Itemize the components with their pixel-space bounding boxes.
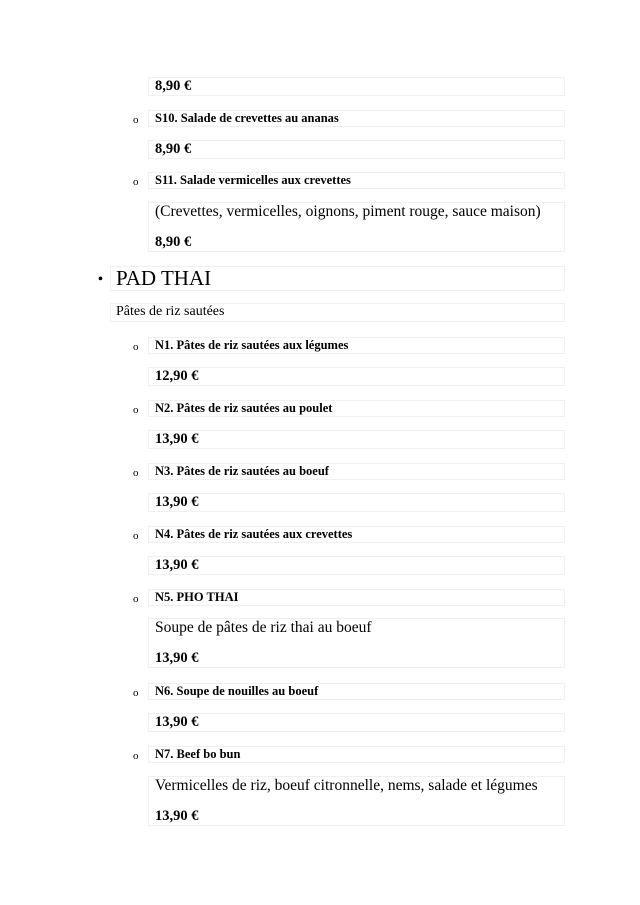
item-price: 13,90 € [155,650,199,666]
bullet-circle: o [133,404,139,416]
price-box [148,367,565,386]
bullet-circle: o [133,530,139,542]
price-box [148,713,565,732]
bullet-circle: o [133,176,139,188]
price-box [148,430,565,449]
item-title: N5. PHO THAI [155,590,239,604]
item-price: 13,90 € [155,557,199,573]
section-heading: PAD THAI [116,266,212,290]
item-price: 8,90 € [155,234,192,250]
item-title: N6. Soupe de nouilles au boeuf [155,684,319,698]
item-title: N4. Pâtes de riz sautées aux crevettes [155,527,353,541]
section-subtitle: Pâtes de riz sautées [116,304,225,319]
item-title: S10. Salade de crevettes au ananas [155,111,339,125]
item-price: 13,90 € [155,808,199,824]
item-title: N7. Beef bo bun [155,747,241,761]
price-box [148,493,565,512]
item-price: 8,90 € [155,78,192,94]
price-box [148,556,565,575]
item-price: 12,90 € [155,368,199,384]
item-price: 13,90 € [155,494,199,510]
item-price: 13,90 € [155,714,199,730]
bullet-circle: o [133,467,139,479]
item-title: N2. Pâtes de riz sautées au poulet [155,401,333,415]
item-price: 13,90 € [155,431,199,447]
item-title: N3. Pâtes de riz sautées au boeuf [155,464,329,478]
price-box [148,77,565,96]
item-title: N1. Pâtes de riz sautées aux légumes [155,338,349,352]
item-price: 8,90 € [155,141,192,157]
bullet-circle: o [133,114,139,126]
bullet-dot: • [98,272,103,287]
bullet-circle: o [133,750,139,762]
item-title: S11. Salade vermicelles aux crevettes [155,173,351,187]
item-description: (Crevettes, vermicelles, oignons, piment rouge, sauce maison) [155,203,541,220]
price-box [148,140,565,159]
item-description: Soupe de pâtes de riz thai au boeuf [155,619,372,636]
bullet-circle: o [133,687,139,699]
item-description: Vermicelles de riz, boeuf citronnelle, nems, salade et légumes [155,777,538,794]
bullet-circle: o [133,593,139,605]
bullet-circle: o [133,341,139,353]
